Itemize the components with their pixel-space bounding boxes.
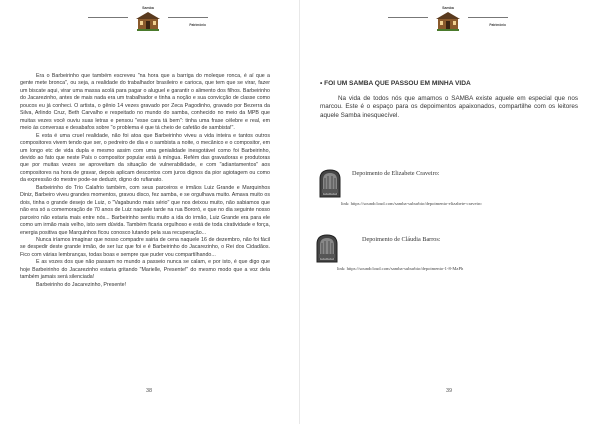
testimonial-title: Depoimento de Elizabete Craveiro: [352,170,440,177]
paragraph: E esta é uma cruel realidade, não foi atoa que Barbeirinho viveu a vida inteira e tantos outros compositores vivem tendo que ser, o pedreiro de dia e o sambista a noite, o mecânico e o compositor, em um longo etc de vida dupla e mesmo assim com uma genialidade inesgotável como foi Barbeirinho, devido ao fato que neste País o compositor popular está à míngua. Refém das gravadoras e produtoras que por muitas vezes se aproveitam da situação de vulnerabilidade, e com "adiantamentos" aos compositores na hora de gravar, depois aplicam descontos com juros dignos da pior agiotagem ou como da expressão do mestre pode-se deduzir, digno do rufianato. [20,132,270,184]
paragraph: Barbeirinho do Trio Calafrio também, com seus parceiros e irmãos Luiz Grande e Marquinhos Diniz, Barbeiro viveu grandes momentos, gravou disco, fez samba, e se orgulhava muito. Amava muito os dois, tinha o grande desejo de Luiz, o "Vagabundo mais sério" que nos deixou muito, não sabiamos que não era só a comemoração de 70 anos de Luiz naquele tarde na rua Bororó, e que no dia seguinte nosso parceiro não estaria mais entre nós... Barbeirinho sentiu muito a ida do irmão, Luiz Grande era para ele como um irmão mais velho, isto sem dúvida. Também ficaria orgulhoso e está de toda ciratividade e força, energia positiva que Marquinhos ficou conosco lutando pela sua recuperação... [20,184,270,236]
page-header [388,4,508,44]
testimonial-title: Depoimento de Cláudia Barros: [362,236,441,243]
section-title: • FOI UM SAMBA QUE PASSOU EM MINHA VIDA [320,80,471,87]
samba-house-emblem-icon [134,10,162,32]
page-header [88,4,208,44]
testimonial-link[interactable]: link: https://soundcloud.com/samba-suburbio/depoimento-elizabete-craveiro [341,201,482,206]
header-top-label: Samba [442,6,454,10]
paragraph: E as vozes dos que não passam no mundo a passeio nunca se calam, e por isto, é que digo que hoje Barbeirinho do Jacarezinho estaria gritando "Marielle, Presente!" do mesmo modo que a voz dela também jamais será silenciada! [20,259,270,281]
header-rule [88,17,128,18]
old-radio-icon [318,169,342,199]
old-radio-icon [315,234,339,264]
right-page [300,0,600,424]
header-rule [468,17,508,18]
paragraph: Nunca iríamos imaginar que nosso compadre sairia de cena naquele 16 de dezembro, não foi fácil se despedir deste grande irmão, de ser luz que foi e é Barbeirinho do Jacarezinho, o Rei dos Cidadãos. Fico com várias lembranças, todas boas e sempre que puder vou compartilhando... [20,236,270,258]
page-number: 39 [446,388,453,394]
header-bottom-label: Patrimônio [189,23,206,27]
section-intro [320,95,578,120]
article-body [20,73,270,289]
header-rule [168,17,208,18]
samba-house-emblem-icon [434,10,462,32]
intro-text: Na vida de todos nós que amamos o SAMBA existe aquele em especial que nos marcou. Este é o espaço para os depoimentos apaixonados, compartilhe com os leitores aquele Samba inesquecível. [320,95,578,119]
header-rule [388,17,428,18]
header-top-label: Samba [142,6,154,10]
page-number: 38 [146,388,153,394]
paragraph: Era o Barbeirinho que também escreveu "na hora que a barriga do moleque ronca, é aí que a gente mete bronca", ou seja, a realidade do trabalhador brasileiro e carioca, que tem que se virar, fazer um biscate aqui, virar uma massa acolá para pagar o aluguel e garantir o alimento dos filhos. Barbeirinho do Jacarezinho, antes de mais nada era um trabalhador e tinha a noção e sua convicção de classe como poucos eu já conheci. O artista, o gênio 14 vezes gravado por Zeca Pagodinho, gravado por Bezerra da Silva, Arlindo Cruz, Beth Carvalho e respeitado no mundo do samba, conhecido no meio da MPB que muitas vezes você ouviu suas letras e pensou "esse cara tá bem": tinha uma frase célebre e real, em meio às conversas e desabafos sobre "o problema é que tá cheio de cafetão de sambista!". [20,73,270,132]
header-bottom-label: Patrimônio [489,23,506,27]
testimonial-link[interactable]: link: https://soundcloud.com/samba-suburbio/depoimento-1-8-MaPh [337,266,464,271]
paragraph: Barbeirinho do Jacarezinho, Presente! [36,281,127,288]
